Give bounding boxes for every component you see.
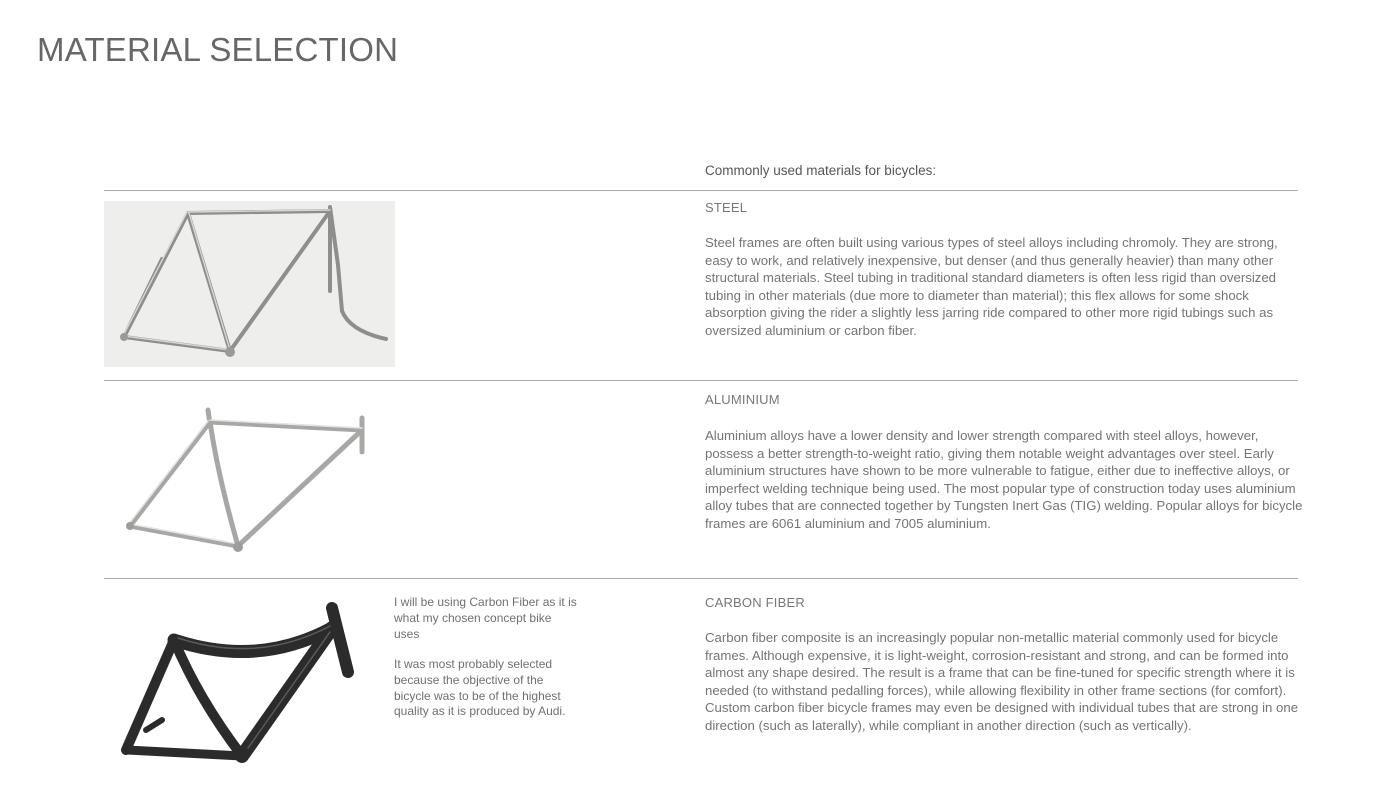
divider <box>104 578 1298 579</box>
note-text: I will be using Carbon Fiber as it is what my chosen concept bike uses <box>394 595 577 641</box>
steel-frame-photo <box>104 201 395 367</box>
section-title-steel: STEEL <box>705 200 748 215</box>
intro-text: Commonly used materials for bicycles: <box>705 163 937 178</box>
carbon-frame-photo <box>118 598 368 764</box>
section-title-carbon: CARBON FIBER <box>705 595 805 610</box>
divider <box>104 380 1298 381</box>
section-body-steel: Steel frames are often built using various types of steel alloys including chromoly. They are strong, easy to work, and relatively inexpensive, but denser (and thus generally heavier) than many other structural materials. Steel tubing in traditional standard diameters is often less rigid than oversized tubing in other materials (due more to diameter than material); this flex allows for some shock absorption giving the rider a slightly less jarring ride compared to other more rigid tubings such as oversized aluminium or carbon fiber. <box>705 235 1278 338</box>
divider <box>104 190 1298 191</box>
page-title: MATERIAL SELECTION <box>37 31 399 68</box>
section-body-carbon: Carbon fiber composite is an increasingly popular non-metallic material commonly used for bicycle frames. Although expensive, it is light-weight, corrosion-resistant and strong, and can be formed into almost any shape desired. The result is a frame that can be fine-tuned for specific strength where it is needed (to withstand pedalling forces), while allowing flexibility in other frame sections (for comfort). Custom carbon fiber bicycle frames may even be designed with individual tubes that are strong in one direction (such as laterally), while compliant in another direction (such as vertically). <box>705 630 1299 733</box>
aluminium-frame-photo <box>118 406 373 556</box>
note-text: It was most probably selected because the objective of the bicycle was to be of the highest quality as it is produced by Audi. <box>394 657 566 719</box>
section-body-aluminium: Aluminium alloys have a lower density and lower strength compared with steel alloys, however, possess a better strength-to-weight ratio, giving them notable weight advantages over steel. Early aluminium structures have shown to be more vulnerable to fatigue, either due to ineffective alloys, or imperfect welding technique being used. The most popular type of construction today uses aluminium alloy tubes that are connected together by Tungsten Inert Gas (TIG) welding. Popular alloys for bicycle frames are 6061 aluminium and 7005 aluminium. <box>705 428 1303 531</box>
section-title-aluminium: ALUMINIUM <box>705 392 780 407</box>
